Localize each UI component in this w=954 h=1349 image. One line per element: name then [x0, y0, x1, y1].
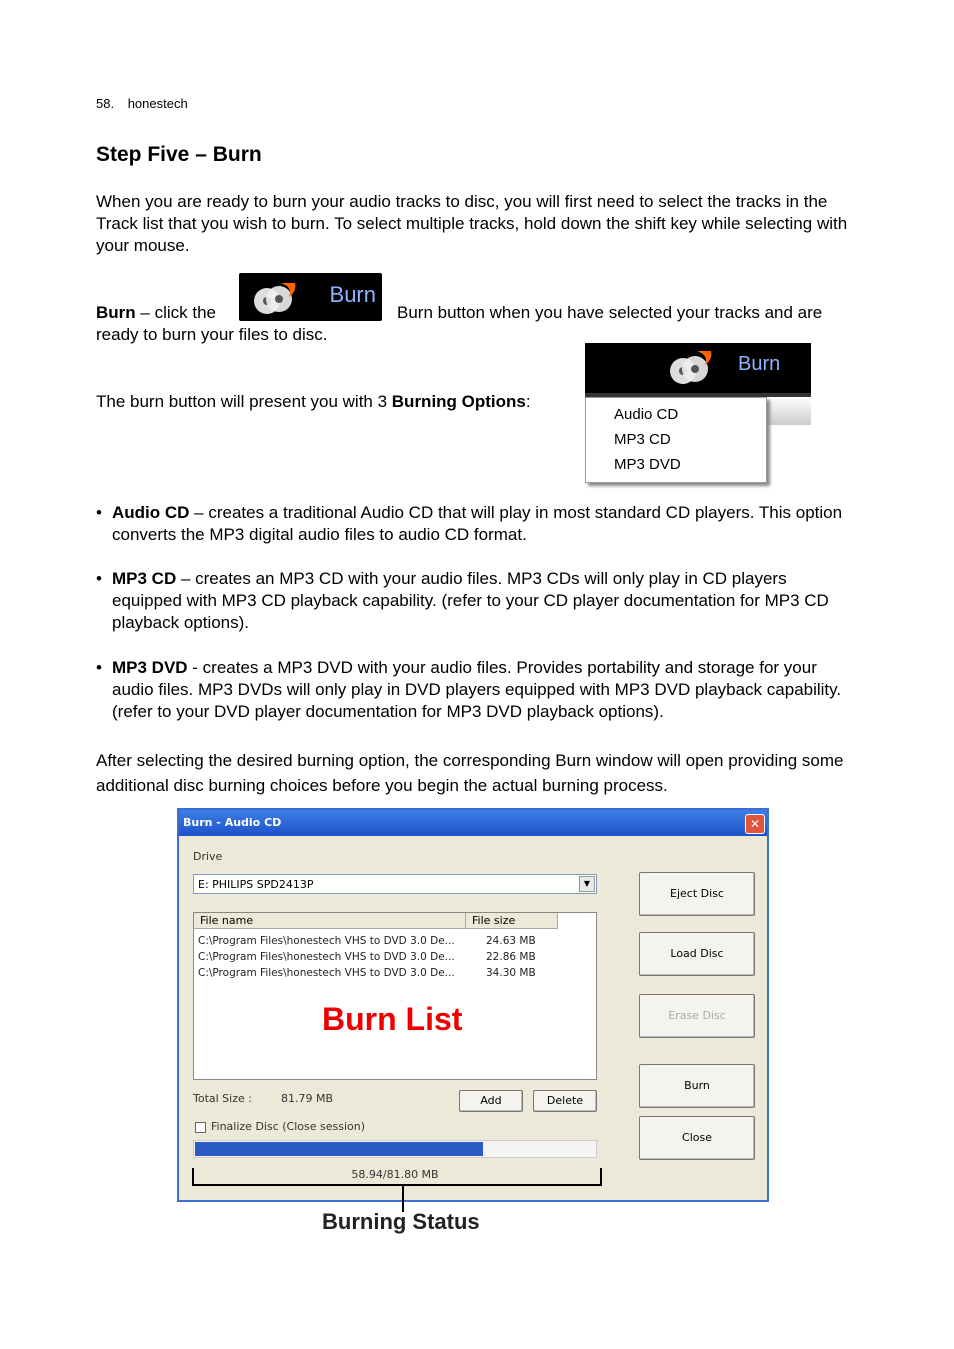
column-header-file-name[interactable]: File name [194, 913, 466, 929]
burn-bold: Burn [96, 303, 136, 322]
section-title: Step Five – Burn [96, 143, 262, 166]
bullet-bold: MP3 CD [112, 569, 177, 588]
bullet-icon: • [96, 503, 102, 522]
burn-dialog [177, 808, 769, 1202]
options-paragraph [96, 391, 531, 413]
eject-disc-button[interactable]: Eject Disc [639, 872, 755, 916]
bullet-bold: Audio CD [112, 503, 190, 522]
burn-progress-bar [193, 1140, 597, 1158]
options-bold: Burning Options [391, 392, 526, 411]
add-button[interactable]: Add [459, 1090, 523, 1112]
menu-background-strip [767, 397, 811, 425]
burn-button[interactable]: Burn [639, 1064, 755, 1108]
close-button[interactable]: Close [639, 1116, 755, 1160]
bullet-text: – creates a traditional Audio CD that will play in most standard CD players. This option converts the MP3 digital audio files to audio CD format. [112, 503, 843, 544]
bullet-text: - creates a MP3 DVD with your audio files. Provides portability and storage for your audio files. MP3 DVDs will only play in DVD players equipped with MP3 DVD playback capability. (refer to your DVD player documentation for MP3 DVD playback options). [112, 658, 842, 721]
drive-label: Drive [193, 850, 223, 863]
menu-burn-button[interactable] [585, 343, 811, 397]
burn-text-c: ready to burn your files to disc. [96, 325, 328, 344]
progress-text: 58.94/81.80 MB [351, 1168, 439, 1181]
bullet-bold: MP3 DVD [112, 658, 188, 677]
burn-paragraph-start [96, 302, 216, 324]
after-paragraph: After selecting the desired burning option, the corresponding Burn window will open providing some additional disc burning choices before you begin the actual burning process. [96, 751, 844, 795]
burn-button-image [239, 273, 382, 321]
options-end: : [525, 392, 531, 411]
brand-name: honestech [127, 96, 188, 111]
bullet-text: – creates an MP3 CD with your audio files. MP3 CDs will only play in CD players equipped with MP3 CD playback capability. (refer to your CD player documentation for MP3 CD playback options). [112, 569, 829, 632]
dialog-titlebar [179, 810, 767, 836]
status-bracket [192, 1168, 602, 1186]
total-size-value: 81.79 MB [281, 1092, 334, 1105]
table-row[interactable]: C:\Program Files\honestech VHS to DVD 3.0 De... [198, 951, 455, 963]
burn-text-a: – click the [135, 303, 216, 322]
drive-value: E: PHILIPS SPD2413P [198, 878, 314, 891]
burn-text-b: Burn button when you have selected your tracks and are [397, 303, 823, 322]
menu-item-audio-cd[interactable]: Audio CD [614, 406, 679, 423]
row-size: 22.86 MB [486, 951, 536, 963]
chevron-down-icon[interactable]: ▼ [579, 876, 595, 892]
close-icon[interactable]: ✕ [745, 814, 765, 834]
finalize-label: Finalize Disc (Close session) [211, 1120, 366, 1133]
progress-fill [195, 1142, 483, 1156]
delete-button[interactable]: Delete [533, 1090, 597, 1112]
column-header-file-size[interactable]: File size [466, 913, 558, 929]
burn-list-overlay: Burn List [322, 1001, 463, 1037]
intro-paragraph: When you are ready to burn your audio tracks to disc, you will first need to select the tracks in the Track list that you wish to burn. To select multiple tracks, hold down the shift key while selecting with your mouse. [96, 192, 848, 255]
burn-button-label: Burn [329, 282, 376, 307]
table-row[interactable]: C:\Program Files\honestech VHS to DVD 3.0 De... [198, 967, 455, 979]
menu-item-mp3-dvd[interactable]: MP3 DVD [614, 456, 681, 473]
load-disc-button[interactable]: Load Disc [639, 932, 755, 976]
burn-list[interactable] [193, 912, 597, 1080]
row-size: 24.63 MB [486, 935, 536, 947]
burning-status-label: Burning Status [322, 1209, 480, 1234]
page-header [96, 96, 198, 111]
dialog-title: Burn - Audio CD [183, 816, 282, 829]
finalize-checkbox[interactable] [195, 1122, 206, 1133]
disc-icon [665, 349, 715, 387]
erase-disc-button[interactable]: Erase Disc [639, 994, 755, 1038]
table-row[interactable]: C:\Program Files\honestech VHS to DVD 3.0 De... [198, 935, 455, 947]
menu-item-mp3-cd[interactable]: MP3 CD [614, 431, 671, 448]
disc-icon [245, 281, 301, 315]
total-size-label: Total Size : [193, 1092, 252, 1105]
options-text: The burn button will present you with 3 [96, 392, 392, 411]
bullet-icon: • [96, 658, 102, 677]
menu-burn-label: Burn [738, 353, 781, 375]
options-dropdown [585, 397, 767, 483]
burn-options-menu [585, 343, 811, 483]
drive-select[interactable] [193, 874, 597, 894]
row-size: 34.30 MB [486, 967, 536, 979]
page-number: 58. [96, 96, 115, 111]
bullet-icon: • [96, 569, 102, 588]
